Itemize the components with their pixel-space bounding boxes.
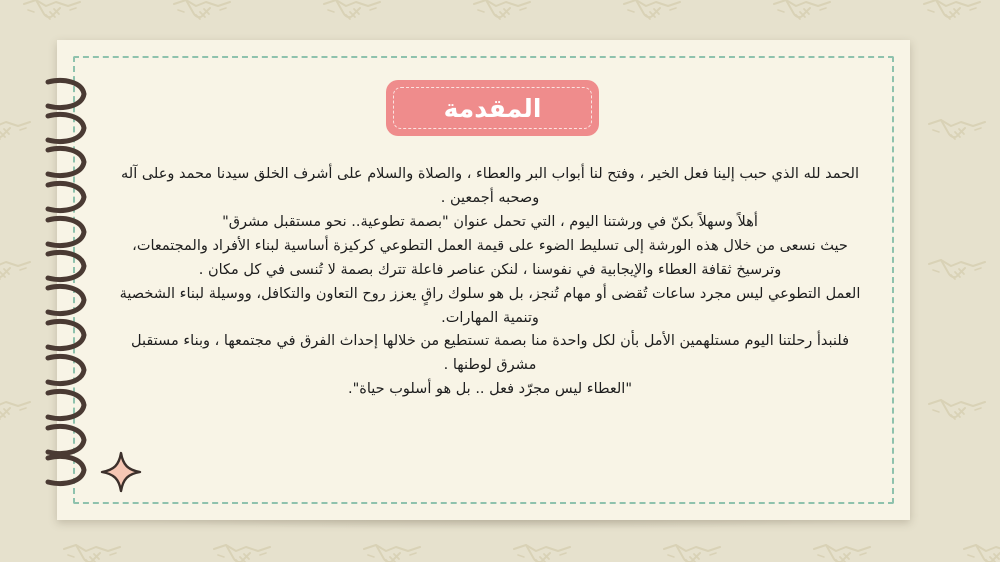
handshake-icon	[470, 0, 534, 26]
paragraph: "العطاء ليس مجرّد فعل .. بل هو أسلوب حياة".	[347, 381, 632, 398]
handshake-icon	[960, 535, 1000, 562]
handshake-icon	[810, 535, 874, 562]
paragraph: حيث نسعى من خلال هذه الورشة إلى تسليط الضوء على قيمة العمل التطوعي كركيزة أساسية لبناء الأفراد والمجتمعات، وترسيخ ثقافة العطاء والإيجابية في نفوسنا ، لنكن عناصر فاعلة تترك بصمة لا تُنسى في كل مكان .	[132, 237, 848, 278]
spiral-binding-ring-icon	[48, 219, 84, 246]
handshake-icon	[620, 0, 684, 26]
title-badge-inner-border	[393, 87, 592, 129]
handshake-icon	[510, 535, 574, 562]
handshake-icon	[925, 250, 989, 286]
spiral-binding-ring-icon	[48, 149, 84, 176]
handshake-icon	[660, 535, 724, 562]
handshake-icon	[770, 0, 834, 26]
spiral-binding-ring-icon	[48, 184, 84, 211]
paragraph: أهلاً وسهلاً بكنّ في ورشتنا اليوم ، التي تحمل عنوان "بصمة تطوعية.. نحو مستقبل مشرق"	[222, 213, 758, 230]
spiral-binding-ring-icon	[48, 322, 84, 349]
handshake-icon	[920, 0, 984, 26]
spiral-binding-ring-icon	[48, 287, 84, 314]
paragraph: فلنبدأ رحلتنا اليوم مستلهمين الأمل بأن لكل واحدة منا بصمة تستطيع من خلالها إحداث الفرق في مجتمعها ، وبناء مستقبل مشرق لوطنها .	[130, 333, 850, 374]
title-badge	[386, 80, 599, 136]
intro-text	[112, 163, 868, 402]
paragraph: العمل التطوعي ليس مجرد ساعات تُقضى أو مهام تُنجز، بل هو سلوك راقٍ يعزز روح التعاون والتكافل، ووسيلة لبناء الشخصية وتنمية المهارات.	[119, 285, 861, 326]
spiral-binding-ring-icon	[48, 253, 84, 280]
slide-title: المقدمة	[443, 93, 542, 123]
paragraph: الحمد لله الذي حبب إلينا فعل الخير ، وفتح لنا أبواب البر والعطاء ، والصلاة والسلام على أشرف الخلق سيدنا محمد وعلى آله وصحبه أجمعين .	[121, 166, 859, 206]
handshake-icon	[210, 535, 274, 562]
sparkle-star-icon	[99, 450, 143, 494]
handshake-icon	[320, 0, 384, 26]
spiral-binding-ring-icon	[48, 81, 84, 108]
handshake-icon	[360, 535, 424, 562]
handshake-icon	[925, 110, 989, 146]
spiral-binding-ring-icon	[48, 457, 84, 484]
spiral-binding-ring-icon	[48, 357, 84, 384]
spiral-binding-ring-icon	[48, 427, 84, 454]
spiral-binding-ring-icon	[48, 115, 84, 142]
handshake-icon	[925, 390, 989, 426]
spiral-binding-ring-icon	[48, 392, 84, 419]
